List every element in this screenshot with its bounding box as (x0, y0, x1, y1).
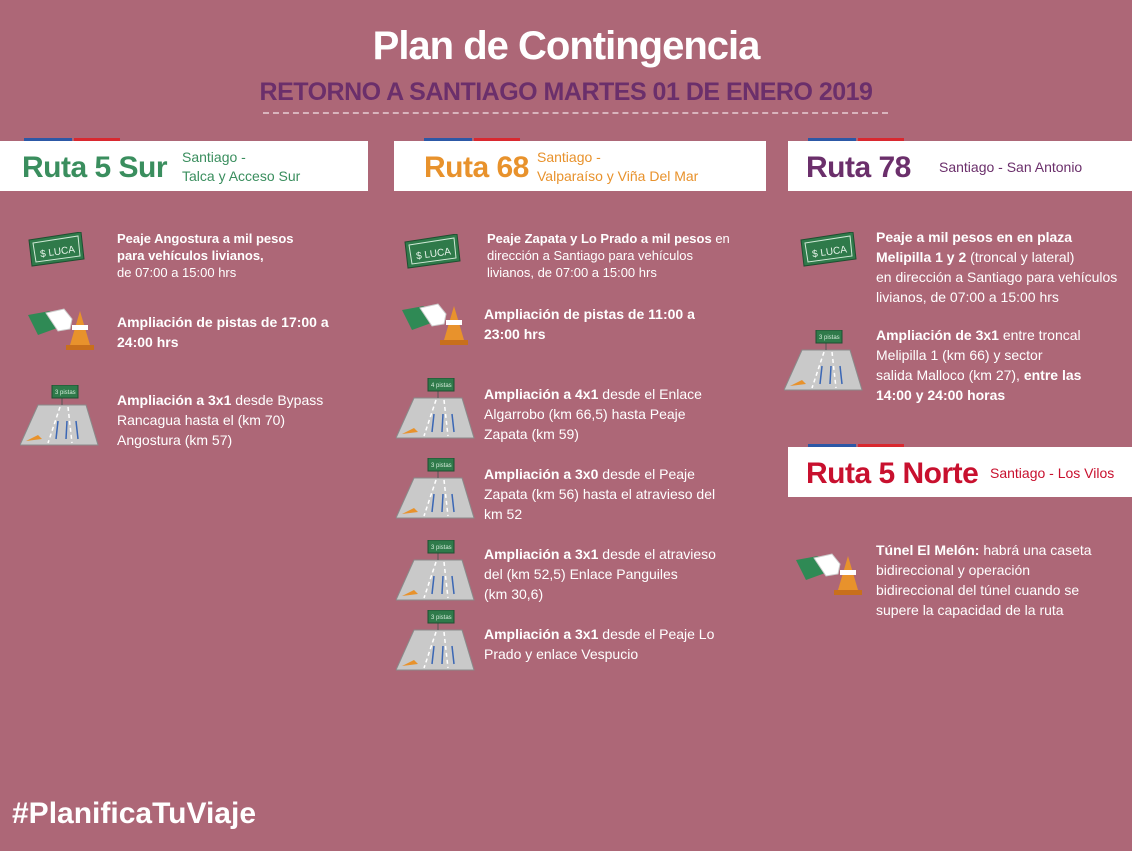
item-text-2: Rancagua hasta el (km 70) (117, 412, 286, 428)
item-bold-2: entre las (1023, 367, 1082, 383)
item-bold: Ampliación de 3x1 (876, 327, 999, 343)
page-title: Plan de Contingencia (372, 24, 760, 68)
route-header-68 (394, 141, 766, 191)
lane-sign-label: 4 pistas (431, 383, 452, 389)
route-desc-line2: Valparaíso y Viña Del Mar (537, 168, 699, 184)
road-lanes-icon (20, 385, 100, 447)
route-name: Ruta 5 Sur (22, 151, 168, 184)
item-bold-1: Peaje a mil pesos en en plaza (876, 229, 1073, 245)
item-text-3: Zapata (km 59) (484, 426, 579, 442)
item-text-1: habrá una caseta (979, 542, 1092, 558)
info-item-r78-2 (876, 325, 1130, 405)
money-bill-icon (798, 232, 868, 272)
money-label: $ LUCA (39, 244, 76, 261)
item-bold: Túnel El Melón: (876, 542, 980, 558)
item-text-3: livianos, de 07:00 a 15:00 hrs (876, 289, 1059, 305)
info-item-r68-2 (484, 304, 754, 344)
info-item-r68-4 (484, 464, 754, 524)
route-desc: Santiago - San Antonio (939, 159, 1083, 175)
item-bold: Ampliación a 3x1 (117, 392, 232, 408)
item-text-2: bidireccional y operación (876, 562, 1031, 578)
item-text-1: desde el Peaje (598, 466, 695, 482)
traffic-cone-icon (24, 305, 98, 353)
item-bold-3: 14:00 y 24:00 horas (876, 387, 1006, 403)
hashtag: #PlanificaTuViaje (12, 797, 256, 830)
item-text-1: (troncal y lateral) (966, 249, 1075, 265)
info-item-r68-1 (487, 230, 757, 281)
item-text-2: Zapata (km 56) hasta el atravieso del (484, 486, 716, 502)
road-lanes-icon (396, 378, 476, 440)
item-bold: Ampliación a 3x1 (484, 626, 599, 642)
item-text-3: livianos, de 07:00 a 15:00 hrs (487, 265, 657, 280)
item-text-1: desde el Enlace (598, 386, 702, 402)
item-text-1: desde el atravieso (598, 546, 716, 562)
lane-sign-label: 3 pistas (55, 390, 76, 396)
lane-sign-label: 3 pistas (431, 463, 452, 469)
item-text-2: Prado y enlace Vespucio (484, 646, 639, 662)
item-text-3: salida Malloco (km 27), (876, 367, 1024, 383)
item-text-3: Angostura (km 57) (117, 432, 233, 448)
lane-sign-label: 3 pistas (431, 615, 452, 621)
item-bold-2: 23:00 hrs (484, 326, 546, 342)
route-desc-line2: Talca y Acceso Sur (182, 168, 301, 184)
road-lanes-icon (396, 610, 476, 672)
item-bold: Peaje Zapata y Lo Prado a mil pesos (487, 231, 712, 246)
route-header-78 (788, 141, 1132, 191)
page-subtitle: RETORNO A SANTIAGO MARTES 01 DE ENERO 2019 (259, 78, 873, 106)
item-text-2: del (km 52,5) Enlace Panguiles (484, 566, 678, 582)
traffic-cone-icon (398, 300, 472, 348)
road-lanes-icon (396, 458, 476, 520)
road-lanes-icon (784, 330, 864, 392)
route-desc: Santiago - Los Vilos (990, 465, 1115, 481)
info-item-r5sur-1 (117, 230, 357, 281)
info-item-r5norte-1 (876, 540, 1130, 620)
lane-sign-label: 3 pistas (431, 545, 452, 551)
item-bold: Ampliación a 3x1 (484, 546, 599, 562)
route-name: Ruta 78 (806, 151, 911, 184)
item-text-1: desde el Peaje Lo (598, 626, 715, 642)
item-bold: Ampliación a 3x0 (484, 466, 599, 482)
item-text-2: en dirección a Santiago para vehículos (876, 269, 1118, 285)
route-header-5-sur (0, 141, 368, 191)
info-item-r5sur-2 (117, 312, 367, 352)
item-text-2: Melipilla 1 (km 66) y sector (876, 347, 1043, 363)
item-bold-2: 24:00 hrs (117, 334, 179, 350)
item-text-1: desde Bypass (231, 392, 324, 408)
info-item-r68-5 (484, 544, 754, 604)
route-desc-line1: Santiago - (182, 149, 246, 165)
route-header-5-norte (788, 447, 1132, 497)
route-desc-line1: Santiago - (537, 149, 601, 165)
lane-sign-label: 3 pistas (819, 335, 840, 341)
item-text-2: Algarrobo (km 66,5) hasta Peaje (484, 406, 686, 422)
item-text-4: supere la capacidad de la ruta (876, 602, 1064, 618)
road-lanes-icon (396, 540, 476, 602)
item-text-1: en (711, 231, 730, 246)
item-bold-1: Ampliación de pistas de 17:00 a (117, 314, 329, 330)
route-name: Ruta 68 (424, 151, 529, 184)
money-bill-icon (402, 234, 472, 274)
item-bold-1: Ampliación de pistas de 11:00 a (484, 306, 695, 322)
item-text-3: km 52 (484, 506, 523, 522)
item-text-2: dirección a Santiago para vehículos (487, 248, 693, 263)
money-label: $ LUCA (415, 246, 452, 263)
item-bold-2: para vehículos livianos, (117, 248, 264, 263)
item-bold-1: Peaje Angostura a mil pesos (117, 231, 294, 246)
info-item-r78-1 (876, 227, 1130, 307)
item-text: de 07:00 a 15:00 hrs (117, 265, 237, 280)
item-text-1: entre troncal (998, 327, 1081, 343)
item-bold: Ampliación a 4x1 (484, 386, 599, 402)
item-bold-2: Melipilla 1 y 2 (876, 249, 967, 265)
route-name: Ruta 5 Norte (806, 457, 979, 490)
info-item-r68-3 (484, 384, 754, 444)
traffic-cone-icon (792, 550, 866, 598)
money-label: $ LUCA (811, 244, 848, 261)
money-bill-icon (26, 232, 96, 272)
info-item-r68-6 (484, 624, 754, 664)
subtitle-divider (263, 112, 888, 114)
item-text-3: (km 30,6) (484, 586, 544, 602)
info-item-r5sur-3 (117, 390, 367, 450)
item-text-3: bidireccional del túnel cuando se (876, 582, 1080, 598)
